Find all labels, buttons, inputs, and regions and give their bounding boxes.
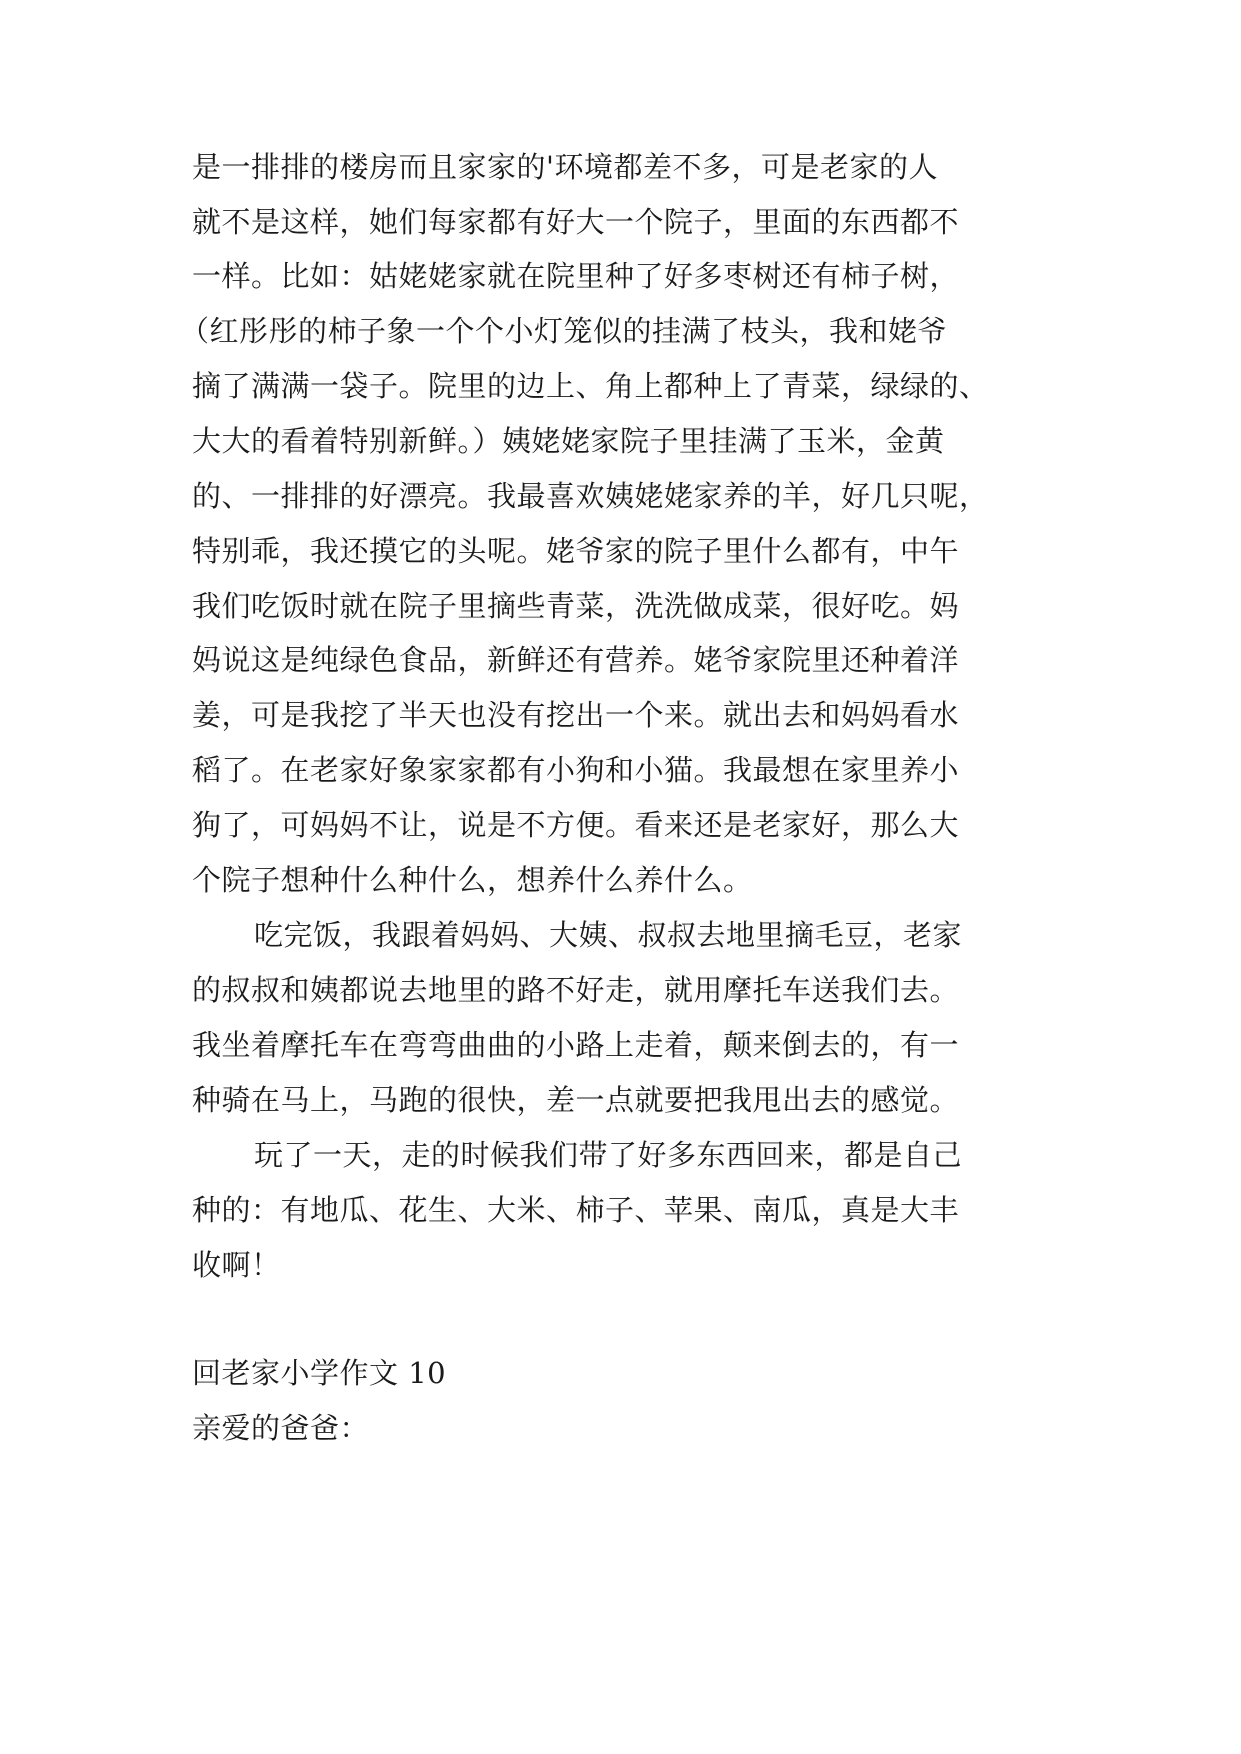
text-line: 一样。比如：姑姥姥家就在院里种了好多枣树还有柿子树， [192, 259, 960, 293]
salutation: 亲爱的爸爸： [192, 1411, 370, 1445]
text-line: 我们吃饭时就在院子里摘些青菜，洗洗做成菜，很好吃。妈 [192, 589, 960, 623]
text-line: 摘了满满一袋子。院里的边上、角上都种上了青菜，绿绿的、 [192, 369, 989, 403]
text-line: 特别乖，我还摸它的头呢。姥爷家的院子里什么都有，中午 [192, 534, 960, 568]
text-line: 种骑在马上，马跑的很快，差一点就要把我甩出去的感觉。 [192, 1083, 960, 1117]
section-title: 回老家小学作文 10 [192, 1356, 447, 1390]
text-line: 就不是这样，她们每家都有好大一个院子，里面的东西都不 [192, 205, 960, 239]
text-line: 我坐着摩托车在弯弯曲曲的小路上走着，颠来倒去的，有一 [192, 1028, 960, 1062]
text-line: 的、一排排的好漂亮。我最喜欢姨姥姥家养的羊，好几只呢， [192, 479, 989, 513]
text-line: 妈说这是纯绿色食品，新鲜还有营养。姥爷家院里还种着洋 [192, 643, 960, 677]
text-line: （红彤彤的柿子象一个个小灯笼似的挂满了枝头，我和姥爷 [180, 314, 948, 348]
text-line: 大大的看着特别新鲜。）姨姥姥家院子里挂满了玉米，金黄 [192, 424, 945, 458]
text-line: 吃完饭，我跟着妈妈、大姨、叔叔去地里摘毛豆，老家 [254, 918, 963, 952]
text-line: 的叔叔和姨都说去地里的路不好走，就用摩托车送我们去。 [192, 973, 960, 1007]
text-line: 姜，可是我挖了半天也没有挖出一个来。就出去和妈妈看水 [192, 698, 960, 732]
text-line: 玩了一天，走的时候我们带了好多东西回来，都是自己 [254, 1138, 963, 1172]
text-line: 是一排排的楼房而且家家的'环境都差不多，可是老家的人 [192, 150, 938, 184]
text-line: 个院子想种什么种什么，想养什么养什么。 [192, 863, 753, 897]
text-line: 种的：有地瓜、花生、大米、柿子、苹果、南瓜，真是大丰 [192, 1193, 960, 1227]
text-line: 稻了。在老家好象家家都有小狗和小猫。我最想在家里养小 [192, 753, 960, 787]
text-line: 收啊！ [192, 1248, 281, 1282]
text-line: 狗了，可妈妈不让，说是不方便。看来还是老家好，那么大 [192, 808, 960, 842]
